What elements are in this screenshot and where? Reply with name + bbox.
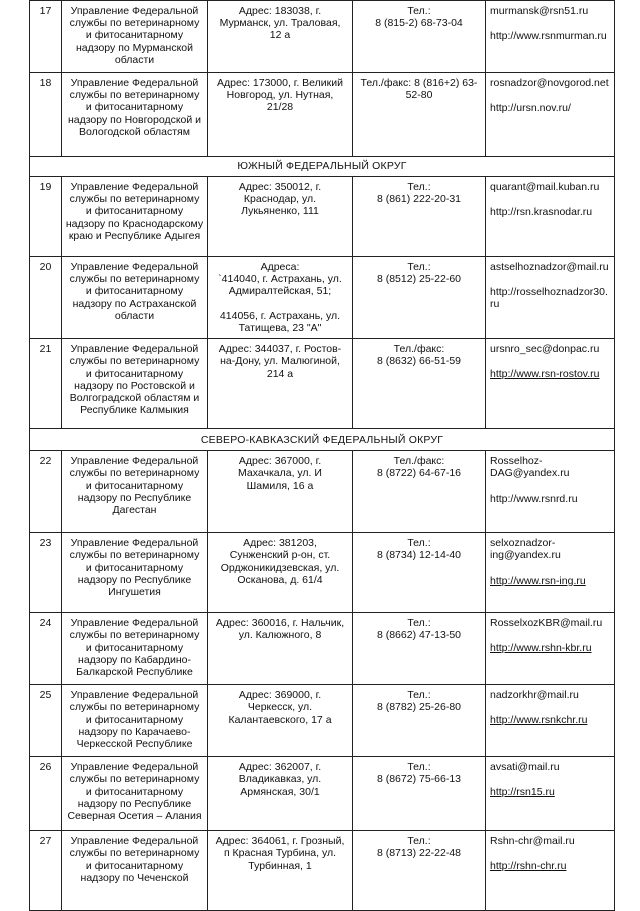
website-link[interactable]: http://rosselhoznadzor30. ru — [490, 286, 608, 311]
region-header-row — [30, 429, 615, 451]
table-row — [30, 613, 615, 685]
website-link[interactable]: http://rshn-chr.ru — [490, 860, 567, 873]
row-number: 27 — [30, 831, 62, 911]
organization-name: Управление Федеральной службы по ветеринарному и фитосанитарному надзору по Республике Северная Осетия – Алания — [62, 757, 208, 831]
email-link[interactable]: selxoznadzor- ing@yandex.ru — [490, 537, 561, 562]
table-row — [30, 177, 615, 257]
table-row — [30, 757, 615, 831]
email-link[interactable]: RosselxozKBR@mail.ru — [490, 617, 603, 630]
contacts-cell — [486, 177, 615, 257]
territorial-offices-table — [29, 0, 615, 911]
email-link[interactable]: rosnadzor@novgorod.net — [490, 77, 609, 89]
email-link[interactable]: ursnro_sec@donpac.ru — [490, 343, 600, 356]
address-cell: Адрес: 350012, г. Краснодар, ул. Лукьяненко, 111 — [208, 177, 353, 257]
address-cell: Адрес: 367000, г. Махачкала, ул. И Шамиля, 16 а — [208, 451, 353, 533]
address-cell: Адрес: 183038, г. Мурманск, ул. Траловая, 12 а — [208, 1, 353, 73]
phone-cell: Тел.: 8 (8672) 75-66-13 — [353, 757, 486, 831]
phone-cell: Тел.: 8 (8662) 47-13-50 — [353, 613, 486, 685]
email-link[interactable]: murmansk@rsn51.ru — [490, 5, 589, 17]
organization-name: Управление Федеральной службы по ветеринарному и фитосанитарному надзору по Краснодарскому краю и Республике Адыгея — [62, 177, 208, 257]
phone-cell: Тел.: 8 (815-2) 68-73-04 — [353, 1, 486, 73]
website-link[interactable]: http://www.rsnkchr.ru — [490, 714, 588, 727]
contacts-cell — [486, 257, 615, 339]
website-link[interactable]: http://www.rshn-kbr.ru — [490, 642, 592, 655]
website-link[interactable]: http://www.rsn-rostov.ru — [490, 368, 600, 381]
address-cell: Адрес: 360016, г. Нальчик, ул. Калюжного, 8 — [208, 613, 353, 685]
region-header: СЕВЕРО-КАВКАЗСКИЙ ФЕДЕРАЛЬНЫЙ ОКРУГ — [30, 429, 615, 451]
email-link[interactable]: Rosselhoz- DAG@yandex.ru — [490, 455, 570, 480]
website-link[interactable]: http://www.rsn-ing.ru — [490, 574, 586, 587]
row-number: 17 — [30, 1, 62, 73]
address-cell: Адреса: `414040, г. Астрахань, ул. Адмиралтейская, 51; 414056, г. Астрахань, ул. Татищева, 23 "А" — [208, 257, 353, 339]
organization-name: Управление Федеральной службы по ветеринарному и фитосанитарному надзору по Кабардино- Балкарской Республике — [62, 613, 208, 685]
email-link[interactable]: astselhoznadzor@mail.ru — [490, 261, 609, 273]
row-number: 22 — [30, 451, 62, 533]
row-number: 21 — [30, 339, 62, 429]
region-header: ЮЖНЫЙ ФЕДЕРАЛЬНЫЙ ОКРУГ — [30, 157, 615, 177]
address-cell: Адрес: 173000, г. Великий Новгород, ул. Нутная, 21/28 — [208, 73, 353, 157]
table-row — [30, 685, 615, 757]
organization-name: Управление Федеральной службы по ветеринарному и фитосанитарному надзору по Астраханской области — [62, 257, 208, 339]
email-link[interactable]: quarant@mail.kuban.ru — [490, 181, 600, 193]
phone-cell: Тел./факс: 8 (816+2) 63- 52-80 — [353, 73, 486, 157]
organization-name: Управление Федеральной службы по ветеринарному и фитосанитарному надзору по Новгородской и Вологодской областям — [62, 73, 208, 157]
table-row — [30, 533, 615, 613]
table-body — [30, 1, 615, 911]
website-link[interactable]: http://www.rsnmurman.ru — [490, 30, 607, 43]
contacts-cell — [486, 685, 615, 757]
address-cell: Адрес: 364061, г. Грозный, п Красная Турбина, ул. Турбинная, 1 — [208, 831, 353, 911]
organization-name: Управление Федеральной службы по ветеринарному и фитосанитарному надзору по Карачаево- Черкесской Республике — [62, 685, 208, 757]
row-number: 25 — [30, 685, 62, 757]
phone-cell: Тел.: 8 (8512) 25-22-60 — [353, 257, 486, 339]
phone-cell: Тел.: 8 (8713) 22-22-48 — [353, 831, 486, 911]
website-link[interactable]: http://rsn.krasnodar.ru — [490, 206, 593, 219]
table-row — [30, 1, 615, 73]
row-number: 19 — [30, 177, 62, 257]
address-cell: Адрес: 381203, Сунженский р-он, ст. Орджоникидзевская, ул. Осканова, д. 61/4 — [208, 533, 353, 613]
contacts-cell — [486, 757, 615, 831]
contacts-cell — [486, 339, 615, 429]
organization-name: Управление Федеральной службы по ветеринарному и фитосанитарному надзору по Республике Ингушетия — [62, 533, 208, 613]
email-link[interactable]: avsati@mail.ru — [490, 761, 560, 774]
row-number: 20 — [30, 257, 62, 339]
table-row — [30, 339, 615, 429]
website-link[interactable]: http://rsn15.ru — [490, 786, 555, 799]
address-cell: Адрес: 344037, г. Ростов- на-Дону, ул. Малюгиной, 214 а — [208, 339, 353, 429]
address-cell: Адрес: 362007, г. Владикавказ, ул. Армянская, 30/1 — [208, 757, 353, 831]
row-number: 23 — [30, 533, 62, 613]
organization-name: Управление Федеральной службы по ветеринарному и фитосанитарному надзору по Ростовской и Волгоградской областям и Республике Калмыкия — [62, 339, 208, 429]
phone-cell: Тел.: 8 (861) 222-20-31 — [353, 177, 486, 257]
organization-name: Управление Федеральной службы по ветеринарному и фитосанитарному надзору по Мурманской области — [62, 1, 208, 73]
contacts-cell — [486, 1, 615, 73]
row-number: 26 — [30, 757, 62, 831]
website-link[interactable]: http://www.rsnrd.ru — [490, 492, 578, 505]
table-row — [30, 73, 615, 157]
table-row — [30, 451, 615, 533]
address-cell: Адрес: 369000, г. Черкесск, ул. Калантаевского, 17 а — [208, 685, 353, 757]
website-link[interactable]: http://ursn.nov.ru/ — [490, 102, 571, 115]
table-row — [30, 831, 615, 911]
organization-name: Управление Федеральной службы по ветеринарному и фитосанитарному надзору по Чеченской — [62, 831, 208, 911]
contacts-cell — [486, 451, 615, 533]
contacts-cell — [486, 831, 615, 911]
row-number: 24 — [30, 613, 62, 685]
contacts-cell — [486, 613, 615, 685]
phone-cell: Тел.: 8 (8734) 12-14-40 — [353, 533, 486, 613]
email-link[interactable]: Rshn-chr@mail.ru — [490, 835, 575, 848]
organization-name: Управление Федеральной службы по ветеринарному и фитосанитарному надзору по Республике Дагестан — [62, 451, 208, 533]
region-header-row — [30, 157, 615, 177]
contacts-cell — [486, 533, 615, 613]
row-number: 18 — [30, 73, 62, 157]
email-link[interactable]: nadzorkhr@mail.ru — [490, 689, 579, 702]
phone-cell: Тел.: 8 (8782) 25-26-80 — [353, 685, 486, 757]
contacts-cell — [486, 73, 615, 157]
phone-cell: Тел./факс: 8 (8722) 64-67-16 — [353, 451, 486, 533]
phone-cell: Тел./факс: 8 (8632) 66-51-59 — [353, 339, 486, 429]
table-row — [30, 257, 615, 339]
